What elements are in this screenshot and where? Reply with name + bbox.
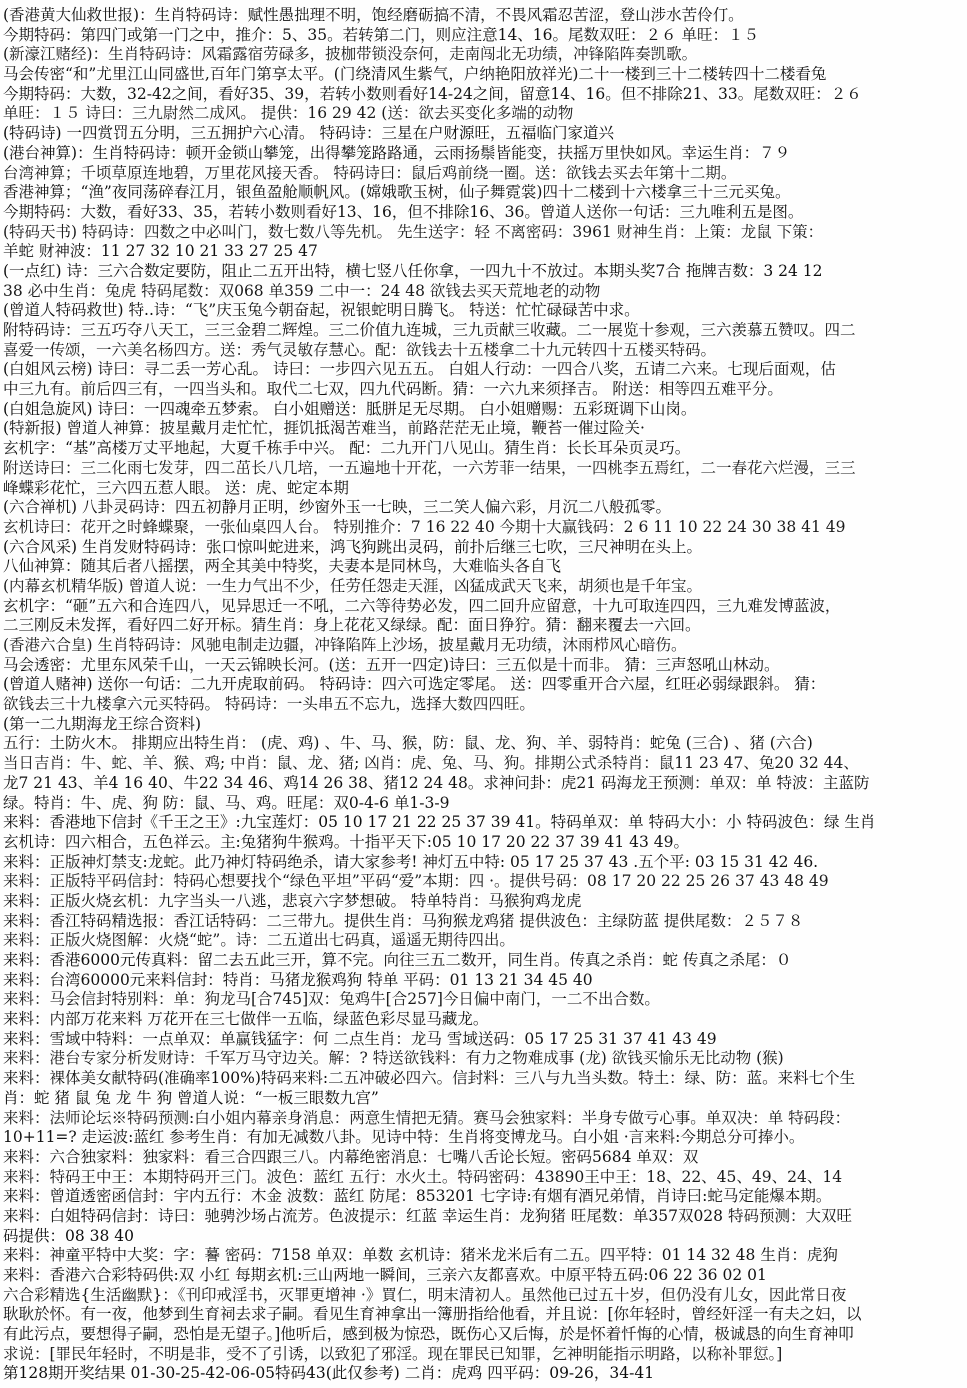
text-line: 来料：港台专家分析发财诗：千军万马守边关。解：? 特送欲钱料：有力之物难成事 (龙) 欲钱买愉乐无比动物 (猴)	[3, 1049, 784, 1068]
text-line: 来料：裸体美女献特码(准确率100%)特码来料:二五冲破必四六。信封料：三八与九当头数。特土：绿、防：蓝。来料七个生	[3, 1069, 856, 1088]
text-line: 二三刚反未发挥，看好四二好开标。猜生肖：身上花花又绿绿。配：面日狰狞。猜：翻来覆去一六回。	[3, 616, 701, 635]
text-line: 附送诗曰：三二化雨七发芽，四二茁长八几培，一五遍地十开花，一六芳菲一结果，一四桃李五焉红，二一春花六烂漫，三三	[3, 458, 856, 477]
document-lines	[3, 6, 965, 1384]
text-line: 来料：正版神灯禁支:龙蛇。此乃神灯特码绝杀，请大家参考! 神灯五中特: 05 17 25 37 43 .五个平: 03 15 31 42 46.	[3, 852, 819, 871]
text-line: 当日吉肖：牛、蛇、羊、猴、鸡; 中肖：鼠、龙、猪; 凶肖：虎、兔、马、狗。排期公式杀特肖：鼠11 23 47、兔20 32 44、	[3, 754, 859, 773]
text-line: 来料：特码王中王：本期特码开三门。波色：蓝红 五行：水火土。特码密码：43890王中王：18、22、45、49、24、14	[3, 1167, 843, 1186]
text-line: 10+11=? 走运波:蓝红 参考生肖：有加无减数八卦。见诗中特：生肖将变博龙马。白小姐 ·言来料:今期总分可捧小。	[3, 1128, 805, 1147]
text-line: 来料：正版火烧图解：火烧“蛇”。诗：二五道出七码真，遥遥无期待四出。	[3, 931, 515, 950]
text-line: 五行：土防火木。 排期应出特生肖： (虎、鸡) 、牛、马、猴，防：鼠、龙、狗、羊、弱特肖：蛇兔 (三合) 、猪 (六合)	[3, 734, 813, 753]
text-line: (白姐急旋风) 诗曰：一四魂牵五梦索。 白小姐赠送：胝胼足无尽期。 白小姐赠赐：五彩斑调下山岗。	[3, 399, 697, 418]
text-line: 求说：[罪民年轻时，不明是非，受不了引诱，以致犯了邪淫。现在罪民已知罪，乞神明能指示明路，以称补罪愆。]	[3, 1344, 783, 1363]
text-line: 马会传密“和”尤里江山同盛世,百年门第享太平。(门绕清风生紫气，户纳艳阳放祥光)二十一楼到三十二楼转四十二楼看兔	[3, 65, 827, 84]
text-line: 玄机字：“砸”五六和合连四八，见异思迁一不吼，二六等待势必发，四二回升应留意，十九可取连四四，三九难发博蓝波，	[3, 596, 841, 615]
text-line: 中三九有。前后四三有，一四当头和。取代二七双，四九代码断。猜：一六九来须择吉。 附送：相等四五难平分。	[3, 380, 783, 399]
text-line: 来料：法师论坛※特码预测:白小姐内幕亲身消息：两意生情把无猜。赛马会独家料：半身专做亏心事。单双决：单 特码段：	[3, 1108, 851, 1127]
text-line: 来料：香港地下信封《千王之王》:九宝莲灯：05 10 17 21 22 25 37 39 41。特码单双：单 特码大小：小 特码波色：绿 生肖	[3, 813, 876, 832]
text-line: 马会透密：尤里东风荣千山，一天云锦映长河。(送：五开一四定)诗曰：三五似是十而非。 猜：三声怒吼山林动。	[3, 655, 780, 674]
text-line: 来料：台湾60000元来料信封：特肖：马猪龙猴鸡狗 特单 平码：01 13 21 34 45 40	[3, 970, 593, 989]
text-line: 欲钱去三十九楼拿六元买特码。 特码诗：一头串五不忘九，选择大数四四旺。	[3, 695, 535, 714]
text-line: 喜爱一传颂，一六美名杨四方。送：秀气灵敏存慧心。配：欲钱去十五楼拿二十九元转四十五楼买特码。	[3, 340, 717, 359]
text-line: 玄机诗曰：花开之时蜂蝶聚，一张仙桌四人台。 特别推介：7 16 22 40 今期十大赢钱码：2 6 11 10 22 24 30 38 41 49	[3, 517, 846, 536]
text-line: 码提供：08 38 40	[3, 1226, 135, 1245]
text-line: 来料：香江特码精选报：香江话特码：二三带九。提供生肖：马狗猴龙鸡猪 提供波色：主绿防蓝 提供尾数：２５７８	[3, 911, 804, 930]
text-line: 龙7 21 43、羊4 16 40、牛22 34 46、鸡14 26 38、猪12 24 48。求神问卦：虎21 码海龙王预测：单双：单 特波：主蓝防	[3, 773, 870, 792]
text-line: 有此污点，要想得子嗣，恐怕是无望子。]他听后，感到极为惊恐，既伤心又后悔，於是怀着忏悔的心情，极诚恳的向生育神叩	[3, 1325, 854, 1344]
text-line: 羊蛇 财神波：11 27 32 10 21 33 27 25 47	[3, 242, 318, 261]
text-line: 玄机字：“基”高楼万丈平地起，大夏千栋手中兴。 配：二九开门八见山。猜生肖：长长耳朵页灵巧。	[3, 439, 691, 458]
text-line: 今期特码：第四门或第一门之中，推介：5、35。若转第二门，则应注意14、16。尾数双旺：２６ 单旺：１５	[3, 25, 759, 44]
text-line: 六合彩精选{生活幽默}：《刊印戒淫书，灭罪更增神 ·》買仁，明末清初人。虽然他已过五十岁，但仍没有儿女，因此常日夜	[3, 1285, 847, 1304]
text-line: 附特码诗：三五巧夺八天工，三三金碧二辉煌。三二价值九连城，三九贡献三收藏。二一展览十参观，三六羡慕五赞叹。四二	[3, 321, 856, 339]
text-line: (特码天书) 特码诗：四数之中必叫门，数七数八等先机。 先生送字：轻 不离密码：3961 财神生肖：上策：龙鼠 下策：	[3, 222, 824, 241]
text-line: 耿耿於怀。有一夜，他梦到生育祠去求子嗣。看见生育神拿出一簿册指给他看，并且说：[你年轻时，曾经奸淫一有夫之妇，以	[3, 1305, 862, 1324]
text-line: (六合禅机) 八卦灵码诗：四五初静月正明，纱窗外玉一七映，三二笑人偏六彩，月沉二八般孤零。	[3, 498, 672, 517]
text-line: 38 必中生肖：兔虎 特码尾数：双068 单359 二中一：24 48 欲钱去买天荒地老的动物	[3, 281, 601, 300]
text-line: (新濠江赌经)：生肖特码诗：风霜露宿劳碌多，披枷带锁没奈何，走南闯北无功绩，冲锋陷阵奏凯歌。	[3, 45, 698, 64]
text-line: 来料：白姐特码信封：诗曰：驰骋沙场占流芳。色波提示：红蓝 幸运生肖：龙狗猪 旺尾数：单357双028 特码预测：大双旺	[3, 1206, 852, 1225]
text-line: 肖：蛇 猪 鼠 兔 龙 牛 狗 曾道人说：“一板三眼数九宫”	[3, 1088, 379, 1107]
text-line: 来料：雪域中特料：一点单双：单赢钱猛字：何 二点生肖：龙马 雪域送码：05 17 25 31 37 41 43 49	[3, 1029, 717, 1048]
text-line: (内幕玄机精华版) 曾道人说：一生力气出不少，任劳任怨走天涯，凶猛成武天飞来，胡须也是千年宝。	[3, 576, 703, 595]
text-line: 来料：曾道透密函信封：宇内五行：木金 波数：蓝红 防尾：853201 七字诗:有烟有酒兄弟情，肖诗曰:蛇马定能爆本期。	[3, 1187, 832, 1206]
text-line: 今期特码：大数，看好33、35，若转小数则看好13、16，但不排除16、36。曾道人送你一句话：三九唯利五是图。	[3, 202, 804, 221]
text-line: (曾道人赌神) 送你一句话：二九开虎取前码。 特码诗：四六可选定零尾。 送：四零重开合六屋，红旺必弱绿跟斜。 猜：	[3, 675, 826, 694]
text-line: 来料：内部万花来料 万花开在三七做伴一五临，绿蓝色彩尽显马藏龙。	[3, 1010, 489, 1029]
text-line: (特码诗) 一四赏罚五分明，三五拥护六心清。 特码诗：三星在户财源旺，五福临门家道兴	[3, 124, 614, 143]
text-line: (香港黄大仙救世报)：生肖特码诗：赋性愚拙理不明，饱经磨砺搞不清，不畏风霜忍苦涩，登山涉水苦伶仃。	[3, 6, 744, 24]
text-line: (六合风采) 生肖发财特码诗：张口惊叫蛇进来，鸿飞狗跳出灵码，前扑后继三七吹，三尺神明在头上。	[3, 537, 703, 556]
text-line: 来料：神童平特中大奖：字：謩 密码：7158 单双：单数 玄机诗：猪米龙米后有二五。四平特：01 14 32 48 生肖：虎狗	[3, 1246, 838, 1265]
text-line: 今期特码：大数，32-42之间，看好35、39，若转小数则看好14-24之间，留意14、16。但不排除21、33。尾数双旺：２６	[3, 84, 862, 103]
text-line: (第一二九期海龙王综合资料)	[3, 714, 202, 733]
text-line: 香港神算；“渔”夜同荡碎春江月，银鱼盈舱顺帆风。(嫦娥歌玉树，仙子舞霓裳)四十二楼到十六楼拿三十三元买兔。	[3, 183, 791, 202]
text-line: 来料：香港6000元传真料：留二去五此三开，算不完。向往三五二数开，同生肖。传真之杀肖：蛇 传真之杀尾：０	[3, 951, 792, 969]
text-line: 来料：正版火烧玄机：九字当头一八逃，悲哀六字梦想破。 特单特肖：马猴狗鸡龙虎	[3, 891, 582, 910]
text-line: 台湾神算；千顷草原连地碧，万里花风接天香。 特码诗曰：鼠后鸡前绕一圈。送：欲钱去买去年第十二期。	[3, 163, 737, 182]
text-line: 绿。特肖：牛、虎、狗 防：鼠、马、鸡。旺尾：双0-4-6 单1-3-9	[3, 793, 450, 812]
text-line: 第128期开奖结果 01-30-25-42-06-05特码43(此仅参考) 二肖：虎鸡 四平码：09-26，34-41	[3, 1364, 655, 1383]
text-line: 单旺：１５ 诗曰：三九尉然二成风。 提供：16 29 42 (送：欲去买变化多端的动物	[3, 104, 574, 123]
text-line: 峰蝶彩花忙，三六四五惹人眼。 送：虎、蛇定本期	[3, 478, 349, 497]
text-line: (一点红) 诗：三六合数定要防，阻止二五开出特，横七竖八任你拿，一四九十不放过。本期头奖7合 拖牌吉数：3 24 12	[3, 261, 823, 280]
text-line: (曾道人特码救世) 特..诗：“飞”庆玉兔今朝奋起，祝银蛇明日腾飞。 特送：忙忙碌碌苦中求。	[3, 301, 640, 320]
text-line: (港台神算)：生肖特码诗：顿开金锁山攀笼，出得攀笼路路通，云雨扬鬃皆能变，扶摇万里快如风。幸运生肖：７９	[3, 143, 791, 162]
text-line: 来料：马会信封特别料：单：狗龙马[合745]双：兔鸡牛[合257]今日偏中南门，一二不出合数。	[3, 990, 660, 1009]
text-line: (白姐风云榜) 诗曰：寻二丢一芳心乱。 诗曰：一步四六见五五。 白姐人行动：一四合八奖，五请二六来。七现后面观，估	[3, 360, 836, 379]
text-line: 来料：正版特平码信封：特码心想要找个“绿色平坦”平码“爱”本期：四 ·。提供号码：08 17 20 22 25 26 37 43 48 49	[3, 872, 829, 891]
text-line: (香港六合皇) 生肖特码诗：风驰电制走边疆，冲锋陷阵上沙场，披星戴月无功绩，沐雨栉风心暗伤。	[3, 636, 687, 654]
text-line: 八仙神算：随其后者八摇摆，两全其美中特奖，夫妻本是同林鸟，大难临头各自飞	[3, 557, 562, 576]
text-line: 玄机诗：四六相合，五色祥云。主:兔猪狗牛猴鸡。十指平天下:05 10 17 20 22 37 39 41 43 49。	[3, 832, 690, 851]
text-line: 来料：六合独家料：独家料：看三合四跟三八。内幕绝密消息：七嘴八舌论长短。密码5684 单双：双	[3, 1147, 699, 1166]
text-line: (特新报) 曾道人神算：披星戴月走忙忙，捱饥抵渴苦难当，前路茫茫无止境，鞭苔一催过险关·	[3, 419, 645, 438]
text-line: 来料：香港六合彩特码供:双 小红 每期玄机:三山两地一瞬间，三亲六友都喜欢。中原平特五码:06 22 36 02 01	[3, 1266, 767, 1284]
